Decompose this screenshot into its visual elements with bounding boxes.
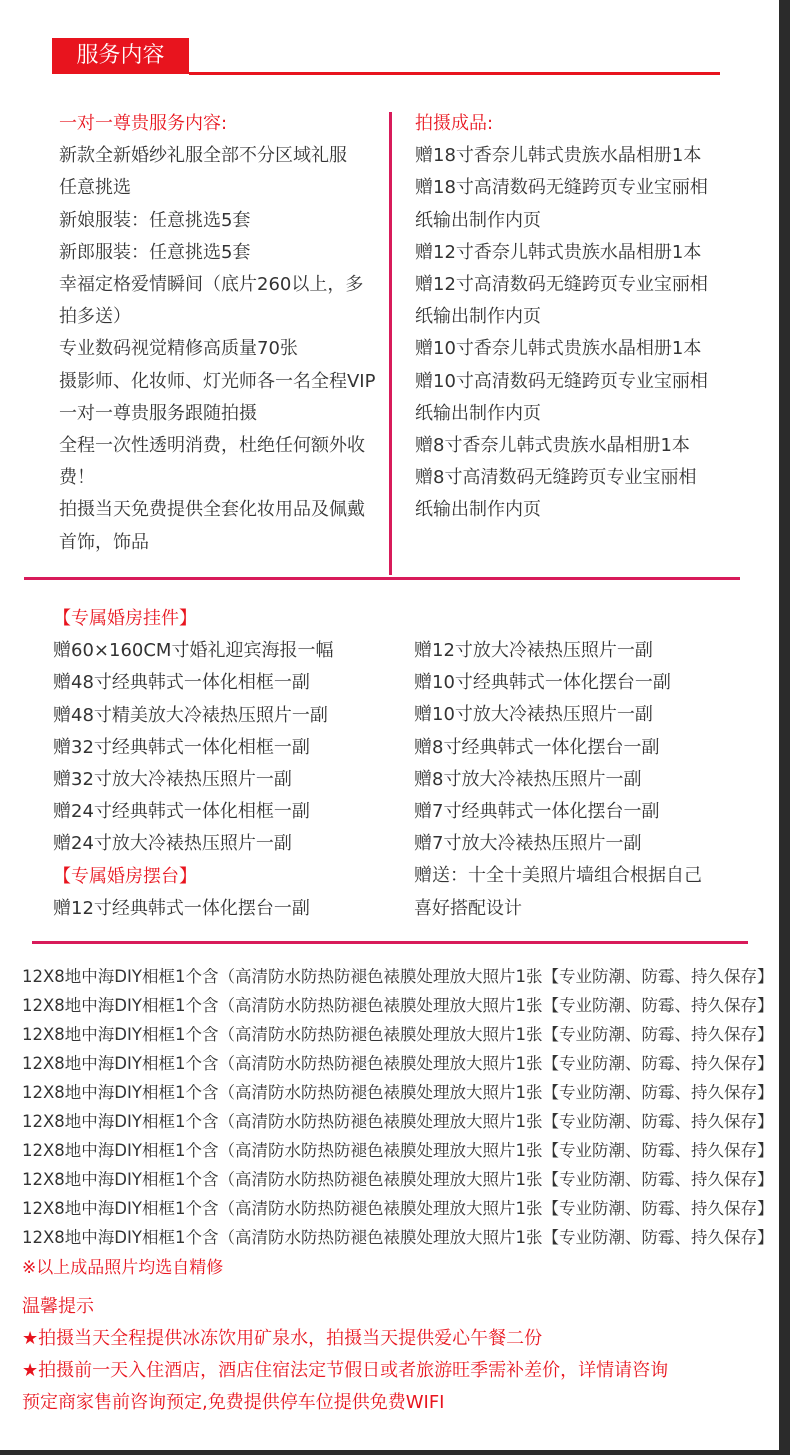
tip-line: 预定商家售前咨询预定,免费提供停车位提供免费WIFI bbox=[22, 1392, 445, 1413]
decor-right-list bbox=[414, 635, 764, 925]
service-line: 拍多送） bbox=[59, 306, 131, 328]
product-line: 赠10寸高清数码无缝跨页专业宝丽相 bbox=[415, 370, 708, 392]
decor-item: 赠60×160CM寸婚礼迎宾海报一幅 bbox=[53, 640, 334, 662]
section-title: 服务内容 bbox=[52, 38, 189, 74]
service-line: 新娘服装：任意挑选5套 bbox=[59, 209, 251, 231]
service-line: 幸福定格爱情瞬间（底片260以上，多 bbox=[59, 274, 364, 296]
products-title: 拍摄成品: bbox=[415, 113, 494, 134]
product-line: 赠18寸香奈儿韩式贵族水晶相册1本 bbox=[415, 145, 702, 167]
package-line: 12X8地中海DIY相框1个含（高清防水防热防褪色裱膜处理放大照片1张【专业防潮、防霉、持久保存】 bbox=[22, 1141, 774, 1160]
service-line: 专业数码视觉精修高质量70张 bbox=[59, 338, 298, 360]
section-divider-1 bbox=[24, 577, 740, 580]
product-line: 赠10寸香奈儿韩式贵族水晶相册1本 bbox=[415, 338, 702, 360]
tips-title: 温馨提示 bbox=[22, 1296, 94, 1317]
decor-item: 赠48寸经典韩式一体化相框一副 bbox=[53, 672, 310, 694]
product-line: 纸输出制作内页 bbox=[415, 402, 541, 424]
service-line: 全程一次性透明消费，杜绝任何额外收 bbox=[59, 435, 365, 457]
package-line: 12X8地中海DIY相框1个含（高清防水防热防褪色裱膜处理放大照片1张【专业防潮、防霉、持久保存】 bbox=[22, 1112, 774, 1131]
products-content bbox=[415, 108, 755, 527]
decor-item: 赠24寸经典韩式一体化相框一副 bbox=[53, 801, 310, 823]
decor-item: 赠24寸放大冷裱热压照片一副 bbox=[53, 833, 292, 855]
service-title: 一对一尊贵服务内容: bbox=[59, 113, 228, 134]
decor-item: 赠12寸经典韩式一体化摆台一副 bbox=[53, 897, 310, 919]
package-list bbox=[22, 962, 779, 1252]
product-line: 纸输出制作内页 bbox=[415, 209, 541, 231]
package-line: 12X8地中海DIY相框1个含（高清防水防热防褪色裱膜处理放大照片1张【专业防潮、防霉、持久保存】 bbox=[22, 967, 774, 986]
package-line: 12X8地中海DIY相框1个含（高清防水防热防褪色裱膜处理放大照片1张【专业防潮、防霉、持久保存】 bbox=[22, 1083, 774, 1102]
service-line: 费！ bbox=[59, 467, 95, 489]
decor-item: 赠10寸经典韩式一体化摆台一副 bbox=[414, 672, 671, 694]
decor-item: 赠8寸放大冷裱热压照片一副 bbox=[414, 768, 642, 790]
service-line: 任意挑选 bbox=[59, 177, 131, 199]
title-underline bbox=[189, 72, 720, 75]
decor-item: 【专属婚房挂件】 bbox=[53, 608, 197, 629]
product-line: 纸输出制作内页 bbox=[415, 306, 541, 328]
service-line: 新款全新婚纱礼服全部不分区域礼服 bbox=[59, 145, 347, 167]
note-text: ※以上成品照片均选自精修 bbox=[22, 1258, 224, 1278]
tip-line: ★拍摄前一天入住酒店，酒店住宿法定节假日或者旅游旺季需补差价，详情请咨询 bbox=[22, 1360, 669, 1381]
decor-item: 赠32寸经典韩式一体化相框一副 bbox=[53, 736, 310, 758]
decor-item: 赠12寸放大冷裱热压照片一副 bbox=[414, 640, 653, 661]
package-line: 12X8地中海DIY相框1个含（高清防水防热防褪色裱膜处理放大照片1张【专业防潮、防霉、持久保存】 bbox=[22, 1025, 774, 1044]
product-line: 赠18寸高清数码无缝跨页专业宝丽相 bbox=[415, 177, 708, 199]
service-line: 拍摄当天免费提供全套化妆用品及佩戴 bbox=[59, 499, 365, 521]
service-line: 新郎服装：任意挑选5套 bbox=[59, 241, 251, 263]
service-line: 一对一尊贵服务跟随拍摄 bbox=[59, 402, 257, 424]
package-line: 12X8地中海DIY相框1个含（高清防水防热防褪色裱膜处理放大照片1张【专业防潮、防霉、持久保存】 bbox=[22, 1199, 774, 1218]
decor-item: 赠32寸放大冷裱热压照片一副 bbox=[53, 769, 292, 791]
product-line: 赠8寸香奈儿韩式贵族水晶相册1本 bbox=[415, 435, 690, 457]
service-line: 首饰，饰品 bbox=[59, 531, 149, 553]
decor-item: 赠10寸放大冷裱热压照片一副 bbox=[414, 704, 653, 726]
product-line: 赠12寸香奈儿韩式贵族水晶相册1本 bbox=[415, 241, 702, 263]
decor-item: 喜好搭配设计 bbox=[414, 897, 522, 919]
product-line: 赠8寸高清数码无缝跨页专业宝丽相 bbox=[415, 467, 697, 489]
decor-item: 赠8寸经典韩式一体化摆台一副 bbox=[414, 736, 660, 758]
decor-left-list bbox=[53, 603, 408, 925]
service-content bbox=[59, 108, 389, 559]
product-line: 赠12寸高清数码无缝跨页专业宝丽相 bbox=[415, 274, 708, 296]
decor-item: 赠7寸放大冷裱热压照片一副 bbox=[414, 833, 642, 855]
product-line: 纸输出制作内页 bbox=[415, 499, 541, 521]
package-line: 12X8地中海DIY相框1个含（高清防水防热防褪色裱膜处理放大照片1张【专业防潮、防霉、持久保存】 bbox=[22, 1170, 774, 1189]
decor-item: 【专属婚房摆台】 bbox=[53, 865, 197, 887]
decor-item: 赠7寸经典韩式一体化摆台一副 bbox=[414, 801, 660, 823]
tip-line: ★拍摄当天全程提供冰冻饮用矿泉水，拍摄当天提供爱心午餐二份 bbox=[22, 1328, 543, 1349]
decor-item: 赠48寸精美放大冷裱热压照片一副 bbox=[53, 704, 328, 726]
decor-item: 赠送：十全十美照片墙组合根据自己 bbox=[414, 865, 702, 887]
package-line: 12X8地中海DIY相框1个含（高清防水防热防褪色裱膜处理放大照片1张【专业防潮、防霉、持久保存】 bbox=[22, 1054, 774, 1073]
section-divider-2 bbox=[32, 941, 748, 944]
package-line: 12X8地中海DIY相框1个含（高清防水防热防褪色裱膜处理放大照片1张【专业防潮、防霉、持久保存】 bbox=[22, 1228, 774, 1247]
package-line: 12X8地中海DIY相框1个含（高清防水防热防褪色裱膜处理放大照片1张【专业防潮、防霉、持久保存】 bbox=[22, 996, 774, 1015]
column-divider bbox=[389, 112, 392, 575]
service-line: 摄影师、化妆师、灯光师各一名全程VIP bbox=[59, 370, 376, 392]
